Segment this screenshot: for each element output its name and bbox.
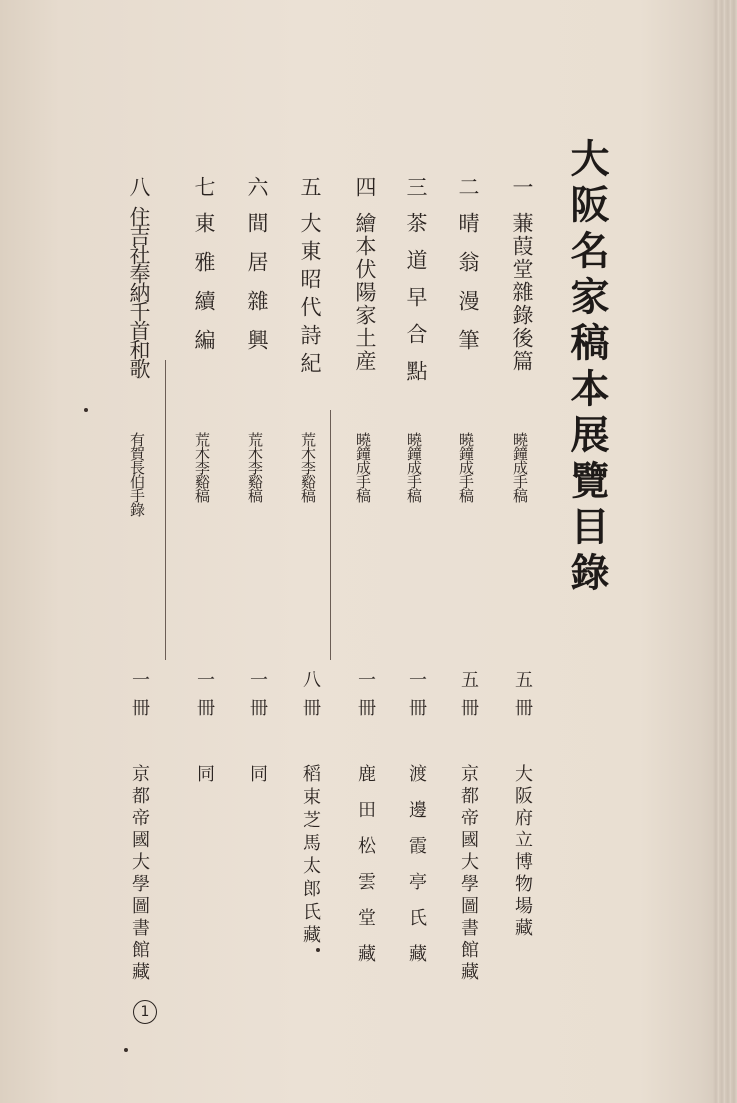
- entry-5-quantity: 八冊: [300, 670, 321, 726]
- entry-3-title: 茶道早合點: [404, 212, 428, 397]
- entry-8-author: 有賀長伯手錄: [128, 432, 146, 516]
- entry-7-number: 七: [192, 176, 216, 197]
- entry-4-title: 繪本伏陽家土産: [353, 212, 377, 373]
- entry-4-owner: 鹿田松雲堂藏: [355, 764, 376, 980]
- ink-speck: [316, 948, 320, 952]
- entry-8-title: 住吉社奉納千首和歌: [127, 206, 151, 377]
- entry-1-title: 蒹葭堂雜錄後篇: [510, 212, 534, 373]
- page-edge: [713, 0, 737, 1103]
- entry-1-owner: 大阪府立博物場藏: [512, 764, 533, 940]
- entry-2-number: 二: [456, 176, 480, 197]
- entry-1-number: 一: [510, 176, 534, 197]
- entry-3-quantity: 一冊: [406, 670, 427, 726]
- entry-7-author: 荒木李谿稿: [193, 432, 211, 502]
- ink-speck: [84, 408, 88, 412]
- entry-6-title: 間居雜興: [245, 212, 269, 368]
- entry-6-number: 六: [245, 176, 269, 197]
- entry-7-owner: 同: [194, 764, 215, 786]
- entry-6-quantity: 一冊: [247, 670, 268, 726]
- entry-2-quantity: 五冊: [458, 670, 479, 726]
- column-divider: [165, 360, 166, 660]
- entry-2-author: 曉鐘成手稿: [457, 432, 475, 502]
- page-title: 大阪名家稿本展覽目錄: [564, 138, 609, 598]
- entry-4-quantity: 一冊: [355, 670, 376, 726]
- entry-7-title: 東雅續編: [192, 212, 216, 368]
- entry-3-owner: 渡邊霞亭氏藏: [406, 764, 427, 980]
- entry-2-title: 晴翁漫筆: [456, 212, 480, 368]
- page-number: 1: [133, 1000, 157, 1024]
- entry-5-number: 五: [298, 176, 322, 197]
- entry-8-owner: 京都帝國大學圖書館藏: [129, 764, 150, 984]
- entry-1-author: 曉鐘成手稿: [511, 432, 529, 502]
- entry-8-number: 八: [127, 176, 151, 197]
- entry-3-author: 曉鐘成手稿: [405, 432, 423, 502]
- entry-6-author: 荒木李谿稿: [246, 432, 264, 502]
- entry-3-number: 三: [404, 176, 428, 197]
- entry-2-owner: 京都帝國大學圖書館藏: [458, 764, 479, 984]
- entry-7-quantity: 一冊: [194, 670, 215, 726]
- entry-6-owner: 同: [247, 764, 268, 786]
- entry-4-number: 四: [353, 176, 377, 197]
- column-divider: [330, 410, 331, 660]
- entry-5-title: 大東昭代詩紀: [298, 212, 322, 380]
- entry-8-quantity: 一冊: [129, 670, 150, 726]
- entry-5-owner: 稻束芝馬太郎氏藏: [300, 764, 321, 948]
- entry-5-author: 荒木李谿稿: [299, 432, 317, 502]
- ink-speck: [124, 1048, 128, 1052]
- entry-4-author: 曉鐘成手稿: [354, 432, 372, 502]
- entry-1-quantity: 五冊: [512, 670, 533, 726]
